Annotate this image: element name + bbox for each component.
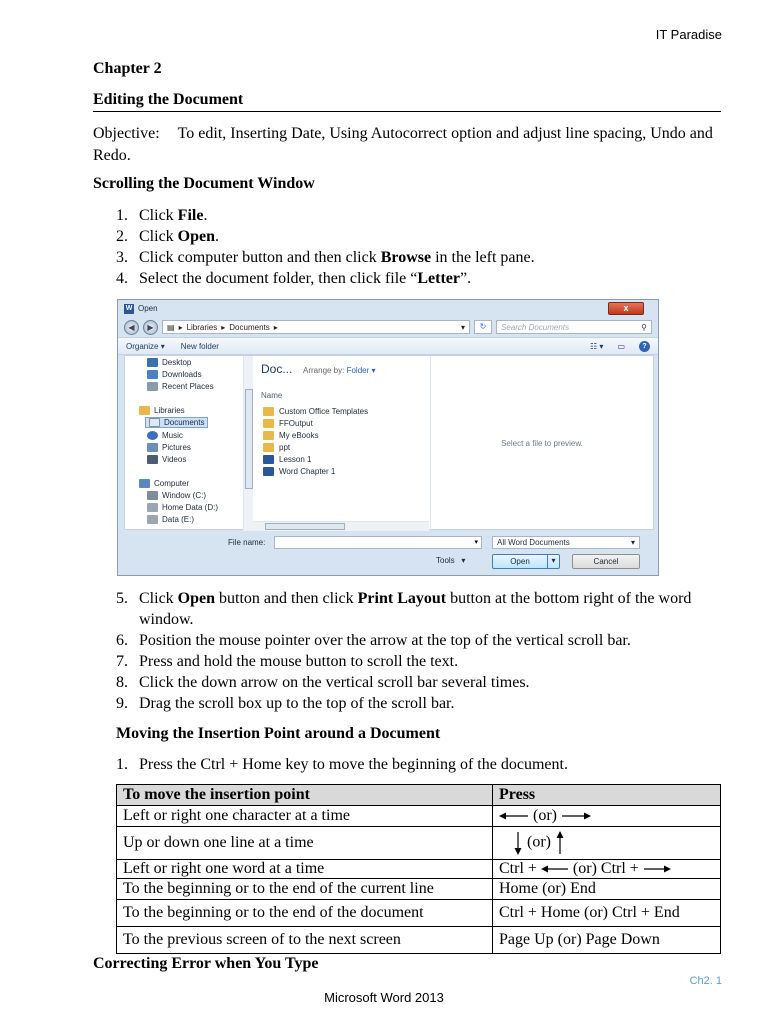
list-item[interactable] (263, 443, 290, 452)
list-item (116, 226, 726, 247)
step-text: Press and hold the mouse button to scroll the text. (139, 653, 459, 670)
table-cell: Home (or) End (493, 879, 721, 900)
press-text: (or) (533, 807, 557, 824)
file-name-label: File name: (228, 538, 266, 547)
nav-item-drive-c[interactable] (147, 491, 206, 500)
desktop-icon (147, 358, 158, 367)
list-item (116, 754, 726, 775)
press-text: (or) Ctrl + (572, 860, 639, 877)
nav-item-videos[interactable] (147, 455, 186, 464)
search-placeholder: Search Documents (501, 322, 570, 332)
steps-list-1 (116, 205, 726, 289)
dialog-title: Open (138, 304, 158, 313)
nav-item-desktop[interactable] (147, 358, 191, 367)
objective-text: To edit, Inserting Date, Using Autocorrect option and adjust line spacing, Undo and Redo. (93, 125, 713, 164)
down-arrow-icon (513, 831, 523, 855)
step-text: . (203, 207, 208, 224)
section-heading-moving: Moving the Insertion Point around a Document (116, 725, 441, 742)
step-bold: Open (177, 228, 216, 245)
recent-places-icon (147, 382, 158, 391)
list-item (116, 693, 726, 714)
nav-label: Pictures (162, 443, 191, 452)
documents-icon (149, 418, 160, 427)
preview-pane-icon[interactable]: ▭ (617, 341, 625, 351)
library-title: Doc... (261, 362, 293, 376)
table-row (117, 900, 721, 927)
arrange-label: Arrange by: (303, 366, 345, 375)
page-number: Ch2. 1 (689, 975, 722, 987)
step-text: Position the mouse pointer over the arrow at the top of the vertical scroll bar. (139, 632, 631, 649)
back-icon[interactable]: ◀ (124, 320, 139, 335)
section-heading-scrolling: Scrolling the Document Window (93, 175, 315, 192)
help-icon[interactable]: ? (639, 341, 650, 352)
chapter-label: Chapter 2 (93, 60, 162, 77)
step-text: Click computer button and then click (139, 249, 381, 266)
nav-item-recent-places[interactable] (147, 382, 214, 391)
open-button[interactable] (492, 554, 560, 569)
nav-item-drive-e[interactable] (147, 515, 194, 524)
step-text: Click (139, 207, 178, 224)
table-cell: Up or down one line at a time (117, 827, 493, 860)
nav-item-libraries[interactable] (139, 406, 185, 415)
step-number: 8. (116, 674, 128, 691)
nav-label: Documents (164, 418, 205, 427)
list-item (116, 672, 726, 693)
nav-label: Recent Places (162, 382, 214, 391)
nav-label: Desktop (162, 358, 192, 367)
list-item (116, 630, 726, 651)
list-item[interactable] (263, 419, 313, 428)
videos-icon (147, 455, 158, 464)
file-label: Lesson 1 (279, 455, 312, 464)
file-label: Word Chapter 1 (279, 467, 336, 476)
step-number: 5. (116, 590, 128, 607)
left-arrow-icon (541, 864, 569, 874)
nav-item-drive-d[interactable] (147, 503, 218, 512)
list-item (116, 247, 726, 268)
table-header-row (117, 785, 721, 806)
step-text: Click the down arrow on the vertical scroll bar several times. (139, 674, 530, 691)
step-number: 3. (116, 249, 128, 266)
breadcrumb-libraries[interactable]: Libraries (186, 322, 218, 332)
list-item (116, 205, 726, 226)
file-name-input[interactable] (274, 536, 482, 549)
file-label: Custom Office Templates (279, 407, 369, 416)
step-text: Press the Ctrl + Home key to move the beginning of the document. (139, 756, 568, 773)
music-icon (147, 431, 158, 440)
file-list-pane (253, 356, 431, 531)
table-cell (493, 860, 721, 879)
open-label: Open (510, 557, 530, 566)
search-input[interactable] (496, 320, 652, 334)
up-arrow-icon (555, 831, 565, 855)
drive-icon (147, 503, 158, 512)
preview-pane (431, 356, 653, 531)
table-row (117, 860, 721, 879)
table-cell: Ctrl + Home (or) Ctrl + End (493, 900, 721, 927)
nav-label: Downloads (162, 370, 202, 379)
forward-icon[interactable]: ▶ (143, 320, 158, 335)
step-text: button at the bottom right of the word window. (139, 590, 692, 628)
scrollbar-thumb[interactable] (265, 523, 345, 530)
nav-item-pictures[interactable] (147, 443, 191, 452)
header-brand: IT Paradise (655, 27, 722, 42)
list-item[interactable] (263, 467, 335, 476)
table-cell: Page Up (or) Page Down (493, 927, 721, 954)
step-number: 1. (116, 207, 128, 224)
address-bar[interactable] (162, 320, 470, 334)
chevron-down-icon[interactable]: ▾ (474, 539, 478, 546)
organize-button[interactable]: Organize ▾ (126, 341, 165, 351)
close-button[interactable]: x (608, 302, 644, 315)
step-number: 4. (116, 270, 128, 287)
word-app-icon: W (125, 304, 133, 312)
nav-label: Data (E:) (162, 515, 195, 524)
chevron-right-icon: ▸ (178, 322, 183, 332)
search-icon: ⚲ (641, 322, 647, 332)
right-arrow-icon (643, 864, 671, 874)
step-bold: Browse (380, 249, 432, 266)
breadcrumb-documents[interactable]: Documents (229, 322, 270, 332)
column-header: To move the insertion point (117, 785, 493, 806)
nav-item-music[interactable] (147, 431, 183, 440)
scrollbar-thumb[interactable] (245, 389, 253, 489)
preview-text: Select a file to preview. (501, 439, 583, 448)
left-arrow-icon (499, 811, 529, 821)
downloads-icon (147, 370, 158, 379)
file-label: FFOutput (279, 419, 313, 428)
computer-icon (139, 479, 150, 488)
step-bold: Print Layout (357, 590, 447, 607)
drive-icon (147, 515, 158, 524)
folder-icon (263, 419, 274, 428)
step-text: in the left pane. (431, 249, 535, 266)
dialog-titlebar (118, 300, 658, 317)
table-row (117, 879, 721, 900)
address-row (118, 317, 658, 337)
nav-item-documents[interactable] (145, 417, 208, 428)
steps-list-3 (116, 754, 726, 775)
nav-item-computer[interactable] (139, 479, 189, 488)
table-cell: To the beginning or to the end of the current line (117, 879, 493, 900)
list-item[interactable] (263, 431, 319, 440)
tools-button[interactable]: Tools ▾ (436, 556, 466, 565)
folder-icon (263, 407, 274, 416)
step-number: 9. (116, 695, 128, 712)
view-options-icon[interactable]: ☷ ▾ (590, 341, 604, 351)
arrange-value: Folder (346, 366, 370, 375)
folder-icon: ▤ (167, 322, 175, 332)
section-heading-correcting: Correcting Error when You Type (93, 955, 319, 972)
steps-list-2 (116, 588, 726, 714)
step-bold: Letter (417, 270, 460, 287)
drive-icon (147, 491, 158, 500)
table-cell: To the beginning or to the end of the document (117, 900, 493, 927)
file-label: My eBooks (279, 431, 319, 440)
file-type-value: All Word Documents (497, 538, 570, 547)
list-item (116, 588, 726, 630)
dialog-bottom-row (118, 534, 658, 574)
dialog-body (124, 355, 654, 530)
step-bold: Open (177, 590, 216, 607)
step-text: . (215, 228, 220, 245)
nav-label: Libraries (154, 406, 185, 415)
arrange-by[interactable]: Arrange by: Folder ▾ (303, 366, 376, 375)
step-number: 6. (116, 632, 128, 649)
press-text: (or) (527, 833, 551, 851)
cancel-button[interactable]: Cancel (572, 554, 640, 569)
nav-label: Music (162, 431, 183, 440)
table-cell (493, 806, 721, 827)
press-text: Ctrl + (499, 860, 537, 877)
organize-label: Organize (126, 341, 159, 351)
chevron-right-icon: ▸ (273, 322, 278, 332)
table-row (117, 806, 721, 827)
page-title: Editing the Document (93, 91, 721, 112)
folder-icon (263, 443, 274, 452)
insertion-keys-table (116, 784, 721, 954)
chevron-down-icon[interactable]: ▾ (547, 555, 559, 568)
chevron-right-icon: ▸ (221, 322, 226, 332)
file-list-hscrollbar[interactable] (253, 521, 429, 531)
navigation-pane (125, 356, 253, 531)
nav-label: Window (C:) (162, 491, 207, 500)
libraries-icon (139, 406, 150, 415)
file-label: ppt (279, 443, 291, 452)
table-cell: To the previous screen of to the next screen (117, 927, 493, 954)
nav-label: Videos (162, 455, 187, 464)
table-row (117, 827, 721, 860)
step-text: Click (139, 228, 178, 245)
nav-label: Home Data (D:) (162, 503, 219, 512)
dialog-toolbar (118, 337, 658, 355)
step-text: button and then click (215, 590, 358, 607)
step-text: Select the document folder, then click file “ (139, 270, 418, 287)
objective-label: Objective: (93, 125, 160, 142)
folder-icon (263, 431, 274, 440)
new-folder-button[interactable]: New folder (180, 341, 219, 351)
file-type-select[interactable] (492, 536, 640, 549)
table-row (117, 927, 721, 954)
step-text: Click (139, 590, 178, 607)
list-item[interactable] (263, 455, 311, 464)
nav-label: Computer (154, 479, 190, 488)
step-text: ”. (460, 270, 472, 287)
list-item (116, 651, 726, 672)
step-text: Drag the scroll box up to the top of the scroll bar. (139, 695, 455, 712)
step-number: 2. (116, 228, 128, 245)
right-arrow-icon (561, 811, 591, 821)
table-cell (493, 827, 721, 860)
objective (93, 123, 725, 167)
open-dialog-screenshot (117, 299, 659, 576)
list-item[interactable] (263, 407, 368, 416)
word-doc-icon (263, 467, 274, 476)
tools-label: Tools (436, 556, 455, 565)
footer-product: Microsoft Word 2013 (324, 990, 444, 1005)
list-item (116, 268, 726, 289)
step-bold: File (177, 207, 204, 224)
step-number: 1. (116, 756, 128, 773)
column-header-name[interactable]: Name (261, 391, 283, 400)
pictures-icon (147, 443, 158, 452)
table-cell: Left or right one character at a time (117, 806, 493, 827)
refresh-icon[interactable]: ↻ (474, 320, 492, 334)
chevron-down-icon: ▾ (630, 538, 635, 547)
chevron-down-icon[interactable]: ▾ (460, 322, 465, 332)
nav-item-downloads[interactable] (147, 370, 202, 379)
nav-scrollbar[interactable] (243, 356, 253, 531)
column-header: Press (493, 785, 721, 806)
word-doc-icon (263, 455, 274, 464)
table-cell: Left or right one word at a time (117, 860, 493, 879)
step-number: 7. (116, 653, 128, 670)
